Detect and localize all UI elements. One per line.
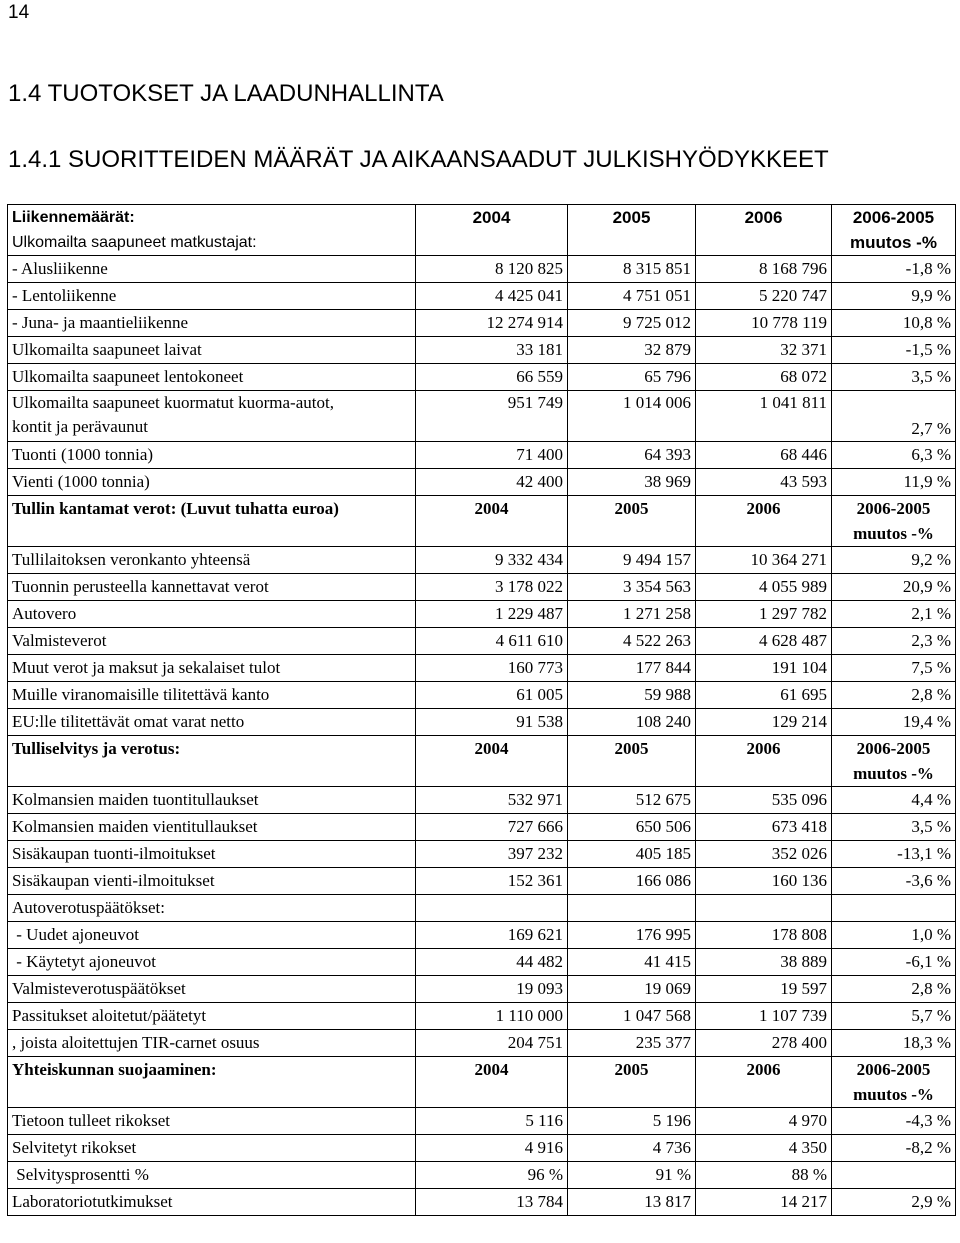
value-2004: 8 120 825 xyxy=(416,256,568,283)
value-2006: 88 % xyxy=(696,1162,832,1189)
change-percent: 7,5 % xyxy=(832,655,956,682)
change-header-label: muutos -% xyxy=(853,1085,934,1104)
row-label: Kolmansien maiden tuontitullaukset xyxy=(8,787,416,814)
value-2006: 5 220 747 xyxy=(696,283,832,310)
value-2004: 61 005 xyxy=(416,682,568,709)
section-title: Yhteiskunnan suojaaminen: xyxy=(12,1060,217,1079)
value-2005: 512 675 xyxy=(568,787,696,814)
row-label: Kolmansien maiden vientitullaukset xyxy=(8,814,416,841)
value-2006: 535 096 xyxy=(696,787,832,814)
table-row xyxy=(8,1108,956,1135)
row-label: Muille viranomaisille tilitettävä kanto xyxy=(8,682,416,709)
table-row xyxy=(8,787,956,814)
row-label: - Käytetyt ajoneuvot xyxy=(8,949,416,976)
table-row xyxy=(8,868,956,895)
section-title-cell xyxy=(8,736,416,787)
value-2005: 108 240 xyxy=(568,709,696,736)
value-2005: 5 196 xyxy=(568,1108,696,1135)
value-2004: 33 181 xyxy=(416,337,568,364)
row-label: , joista aloitettujen TIR-carnet osuus xyxy=(8,1030,416,1057)
year-header: 2004 xyxy=(416,736,568,787)
change-percent: -6,1 % xyxy=(832,949,956,976)
table-row xyxy=(8,337,956,364)
section-subtitle: Ulkomailta saapuneet matkustajat: xyxy=(12,234,257,251)
change-header-label: muutos -% xyxy=(853,524,934,543)
value-2006: 1 041 811 xyxy=(696,391,832,442)
value-2006: 10 778 119 xyxy=(696,310,832,337)
value-2004: 4 611 610 xyxy=(416,628,568,655)
change-percent: 9,9 % xyxy=(832,283,956,310)
change-header xyxy=(832,205,956,256)
change-percent: -3,6 % xyxy=(832,868,956,895)
change-percent: 4,4 % xyxy=(832,787,956,814)
value-2004: 19 093 xyxy=(416,976,568,1003)
value-2004: 3 178 022 xyxy=(416,574,568,601)
change-percent: 2,8 % xyxy=(832,976,956,1003)
change-percent: 3,5 % xyxy=(832,364,956,391)
change-percent: 2,1 % xyxy=(832,601,956,628)
value-2004: 96 % xyxy=(416,1162,568,1189)
section-header-row xyxy=(8,205,956,256)
year-header: 2004 xyxy=(416,1057,568,1108)
table-row xyxy=(8,1135,956,1162)
change-header xyxy=(832,1057,956,1108)
row-label: Sisäkaupan vienti-ilmoitukset xyxy=(8,868,416,895)
value-2004: 152 361 xyxy=(416,868,568,895)
value-2005: 9 494 157 xyxy=(568,547,696,574)
year-header: 2005 xyxy=(568,205,696,256)
value-2005: 4 522 263 xyxy=(568,628,696,655)
change-percent: 18,3 % xyxy=(832,1030,956,1057)
change-percent: -8,2 % xyxy=(832,1135,956,1162)
change-header-years: 2006-2005 xyxy=(856,499,931,518)
value-2005: 235 377 xyxy=(568,1030,696,1057)
value-2006: 278 400 xyxy=(696,1030,832,1057)
row-label: Valmisteverotuspäätökset xyxy=(8,976,416,1003)
value-2006: 43 593 xyxy=(696,469,832,496)
change-percent: -1,5 % xyxy=(832,337,956,364)
value-2006: 160 136 xyxy=(696,868,832,895)
value-2005: 9 725 012 xyxy=(568,310,696,337)
value-2004: 71 400 xyxy=(416,442,568,469)
value-2005: 1 014 006 xyxy=(568,391,696,442)
value-2006: 4 970 xyxy=(696,1108,832,1135)
value-2005: 650 506 xyxy=(568,814,696,841)
change-percent: 5,7 % xyxy=(832,1003,956,1030)
page-number: 14 xyxy=(8,2,30,23)
row-label: Tuonnin perusteella kannettavat verot xyxy=(8,574,416,601)
row-label: Ulkomailta saapuneet lentokoneet xyxy=(8,364,416,391)
table-row xyxy=(8,310,956,337)
value-2005: 8 315 851 xyxy=(568,256,696,283)
value-2006: 4 055 989 xyxy=(696,574,832,601)
value-2005: 4 751 051 xyxy=(568,283,696,310)
value-2006: 38 889 xyxy=(696,949,832,976)
row-label-line: Ulkomailta saapuneet kuormatut kuorma-autot, xyxy=(12,393,334,412)
value-2004: 532 971 xyxy=(416,787,568,814)
value-2005: 38 969 xyxy=(568,469,696,496)
table-row xyxy=(8,601,956,628)
row-label: Tullilaitoksen veronkanto yhteensä xyxy=(8,547,416,574)
table-row xyxy=(8,895,956,922)
value-2004: 4 425 041 xyxy=(416,283,568,310)
value-2006: 32 371 xyxy=(696,337,832,364)
value-2005: 32 879 xyxy=(568,337,696,364)
value-2005: 166 086 xyxy=(568,868,696,895)
value-2004: 9 332 434 xyxy=(416,547,568,574)
section-title-cell xyxy=(8,496,416,547)
value-2004: 12 274 914 xyxy=(416,310,568,337)
statistics-table xyxy=(7,204,956,1216)
change-header-label: muutos -% xyxy=(853,764,934,783)
value-2005 xyxy=(568,895,696,922)
year-header: 2005 xyxy=(568,1057,696,1108)
value-2004: 169 621 xyxy=(416,922,568,949)
change-percent: 9,2 % xyxy=(832,547,956,574)
value-2006: 61 695 xyxy=(696,682,832,709)
section-title-cell xyxy=(8,1057,416,1108)
row-label: Sisäkaupan tuonti-ilmoitukset xyxy=(8,841,416,868)
value-2004: 4 916 xyxy=(416,1135,568,1162)
value-2006: 19 597 xyxy=(696,976,832,1003)
value-2004: 13 784 xyxy=(416,1189,568,1216)
value-2006: 8 168 796 xyxy=(696,256,832,283)
section-title: Tullin kantamat verot: (Luvut tuhatta euroa) xyxy=(12,499,339,518)
row-label: Valmisteverot xyxy=(8,628,416,655)
value-2005: 177 844 xyxy=(568,655,696,682)
value-2004: 727 666 xyxy=(416,814,568,841)
row-label: Ulkomailta saapuneet laivat xyxy=(8,337,416,364)
value-2004: 66 559 xyxy=(416,364,568,391)
change-percent: 20,9 % xyxy=(832,574,956,601)
year-header: 2004 xyxy=(416,205,568,256)
change-header-years: 2006-2005 xyxy=(856,739,931,758)
value-2006: 68 446 xyxy=(696,442,832,469)
year-header: 2006 xyxy=(696,205,832,256)
row-label: Tietoon tulleet rikokset xyxy=(8,1108,416,1135)
value-2006: 191 104 xyxy=(696,655,832,682)
value-2005: 1 271 258 xyxy=(568,601,696,628)
table-row xyxy=(8,922,956,949)
row-label: - Lentoliikenne xyxy=(8,283,416,310)
change-percent: 1,0 % xyxy=(832,922,956,949)
change-percent: 2,7 % xyxy=(832,391,956,442)
table-row xyxy=(8,1003,956,1030)
year-header: 2006 xyxy=(696,496,832,547)
year-header: 2006 xyxy=(696,1057,832,1108)
row-label: Passitukset aloitetut/päätetyt xyxy=(8,1003,416,1030)
change-header xyxy=(832,496,956,547)
value-2006: 14 217 xyxy=(696,1189,832,1216)
change-percent: 11,9 % xyxy=(832,469,956,496)
year-header: 2006 xyxy=(696,736,832,787)
row-label: - Uudet ajoneuvot xyxy=(8,922,416,949)
row-label: Muut verot ja maksut ja sekalaiset tulot xyxy=(8,655,416,682)
value-2005: 64 393 xyxy=(568,442,696,469)
table-row xyxy=(8,1030,956,1057)
table-row xyxy=(8,949,956,976)
section-title: Tulliselvitys ja verotus: xyxy=(12,739,181,758)
value-2005: 13 817 xyxy=(568,1189,696,1216)
section-header-row xyxy=(8,736,956,787)
value-2006: 10 364 271 xyxy=(696,547,832,574)
value-2005: 1 047 568 xyxy=(568,1003,696,1030)
table-row xyxy=(8,709,956,736)
row-label: Tuonti (1000 tonnia) xyxy=(8,442,416,469)
value-2006: 1 297 782 xyxy=(696,601,832,628)
table-row xyxy=(8,442,956,469)
row-label: Autoverotuspäätökset: xyxy=(8,895,416,922)
value-2004: 1 110 000 xyxy=(416,1003,568,1030)
table-row xyxy=(8,976,956,1003)
section-title: Liikennemäärät: xyxy=(12,209,135,226)
row-label xyxy=(8,391,416,442)
value-2006 xyxy=(696,895,832,922)
value-2006: 178 808 xyxy=(696,922,832,949)
change-percent: 19,4 % xyxy=(832,709,956,736)
table-row xyxy=(8,547,956,574)
change-percent: 6,3 % xyxy=(832,442,956,469)
table-row xyxy=(8,283,956,310)
row-label-line: kontit ja perävaunut xyxy=(12,417,148,436)
value-2004: 204 751 xyxy=(416,1030,568,1057)
year-header: 2004 xyxy=(416,496,568,547)
value-2004 xyxy=(416,895,568,922)
table-row xyxy=(8,256,956,283)
change-percent: -4,3 % xyxy=(832,1108,956,1135)
value-2006: 1 107 739 xyxy=(696,1003,832,1030)
value-2004: 160 773 xyxy=(416,655,568,682)
value-2004: 91 538 xyxy=(416,709,568,736)
value-2006: 4 628 487 xyxy=(696,628,832,655)
table-row xyxy=(8,655,956,682)
value-2005: 405 185 xyxy=(568,841,696,868)
year-header: 2005 xyxy=(568,736,696,787)
change-header-label: muutos -% xyxy=(850,233,937,252)
row-label: Laboratoriotutkimukset xyxy=(8,1189,416,1216)
value-2005: 3 354 563 xyxy=(568,574,696,601)
value-2004: 44 482 xyxy=(416,949,568,976)
table-row xyxy=(8,841,956,868)
value-2006: 352 026 xyxy=(696,841,832,868)
value-2005: 41 415 xyxy=(568,949,696,976)
change-percent: 3,5 % xyxy=(832,814,956,841)
value-2005: 59 988 xyxy=(568,682,696,709)
section-heading: 1.4 TUOTOKSET JA LAADUNHALLINTA xyxy=(8,80,444,107)
row-label: - Alusliikenne xyxy=(8,256,416,283)
value-2006: 129 214 xyxy=(696,709,832,736)
change-percent: 2,3 % xyxy=(832,628,956,655)
change-percent: 2,9 % xyxy=(832,1189,956,1216)
value-2004: 42 400 xyxy=(416,469,568,496)
change-percent xyxy=(832,1162,956,1189)
change-percent: 10,8 % xyxy=(832,310,956,337)
value-2005: 176 995 xyxy=(568,922,696,949)
change-percent: 2,8 % xyxy=(832,682,956,709)
table-row xyxy=(8,1162,956,1189)
row-label: Autovero xyxy=(8,601,416,628)
value-2006: 673 418 xyxy=(696,814,832,841)
change-percent: -13,1 % xyxy=(832,841,956,868)
change-header xyxy=(832,736,956,787)
change-percent xyxy=(832,895,956,922)
change-header-years: 2006-2005 xyxy=(856,1060,931,1079)
table-row xyxy=(8,814,956,841)
row-label: Vienti (1000 tonnia) xyxy=(8,469,416,496)
section-title-cell xyxy=(8,205,416,256)
row-label: Selvitysprosentti % xyxy=(8,1162,416,1189)
table-row xyxy=(8,391,956,442)
value-2005: 4 736 xyxy=(568,1135,696,1162)
value-2005: 65 796 xyxy=(568,364,696,391)
change-header-years: 2006-2005 xyxy=(852,208,935,227)
table-row xyxy=(8,364,956,391)
value-2004: 397 232 xyxy=(416,841,568,868)
table-row xyxy=(8,628,956,655)
table-row xyxy=(8,682,956,709)
row-label: Selvitetyt rikokset xyxy=(8,1135,416,1162)
value-2005: 19 069 xyxy=(568,976,696,1003)
value-2006: 4 350 xyxy=(696,1135,832,1162)
table-row xyxy=(8,1189,956,1216)
row-label: - Juna- ja maantieliikenne xyxy=(8,310,416,337)
value-2005: 91 % xyxy=(568,1162,696,1189)
table-row xyxy=(8,469,956,496)
change-percent: -1,8 % xyxy=(832,256,956,283)
value-2004: 1 229 487 xyxy=(416,601,568,628)
subsection-heading: 1.4.1 SUORITTEIDEN MÄÄRÄT JA AIKAANSAADUT JULKISHYÖDYKKEET xyxy=(8,146,829,173)
value-2004: 5 116 xyxy=(416,1108,568,1135)
section-header-row xyxy=(8,496,956,547)
value-2004: 951 749 xyxy=(416,391,568,442)
section-header-row xyxy=(8,1057,956,1108)
value-2006: 68 072 xyxy=(696,364,832,391)
year-header: 2005 xyxy=(568,496,696,547)
row-label: EU:lle tilitettävät omat varat netto xyxy=(8,709,416,736)
table-row xyxy=(8,574,956,601)
